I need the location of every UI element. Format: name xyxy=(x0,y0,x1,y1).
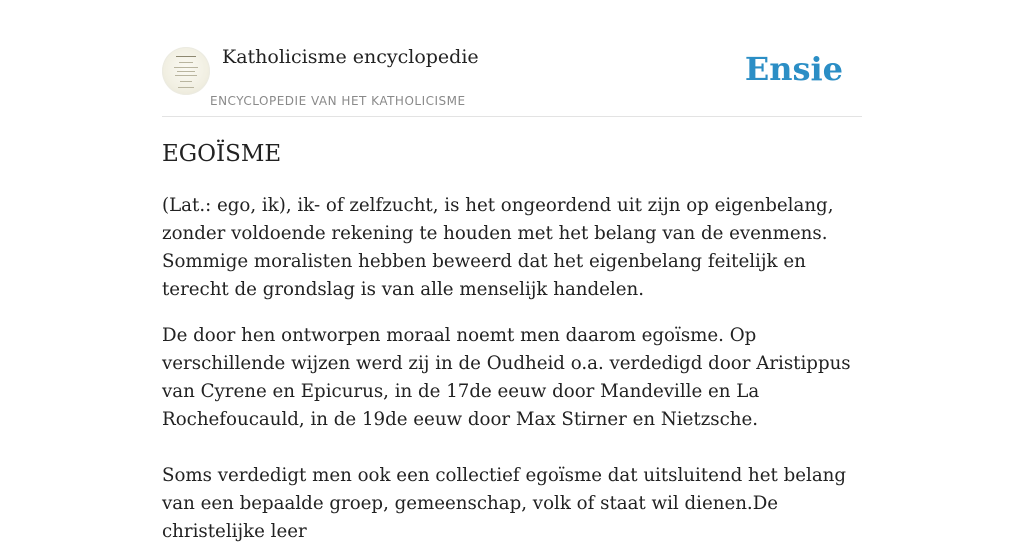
article-paragraph: De door hen ontworpen moraal noemt men daarom egoïsme. Op verschillende wijzen werd zij in de Oudheid o.a. verdedigd door Aristippus van Cyrene en Epicurus, in de 17de eeuw door Mandeville en La Rochefoucauld, in de 19de eeuw door Max Stirner en Nietzsche. xyxy=(162,325,851,430)
article-title: EGOÏSME xyxy=(162,141,282,167)
article-paragraph: (Lat.: ego, ik), ik- of zelfzucht, is het ongeordend uit zijn op eigenbelang, zonder voldoende rekening te houden met het belang van de evenmens. Sommige moralisten hebben beweerd dat het eigenbelang feitelijk en terecht de grondslag is van alle menselijk handelen. xyxy=(162,195,834,300)
site-title-link[interactable]: Katholicisme encyclopedie xyxy=(222,46,479,68)
article-paragraph: Soms verdedigt men ook een collectief egoïsme dat uitsluitend het belang van een bepaalde groep, gemeenschap, volk of staat wil dienen.De christelijke leer xyxy=(162,465,847,542)
site-subtitle: ENCYCLOPEDIE VAN HET KATHOLICISME xyxy=(210,94,466,108)
ensie-brand-link[interactable]: Ensie xyxy=(744,50,843,88)
book-cover-logo-icon[interactable] xyxy=(162,47,210,95)
article xyxy=(162,138,862,546)
site-header xyxy=(162,44,862,117)
